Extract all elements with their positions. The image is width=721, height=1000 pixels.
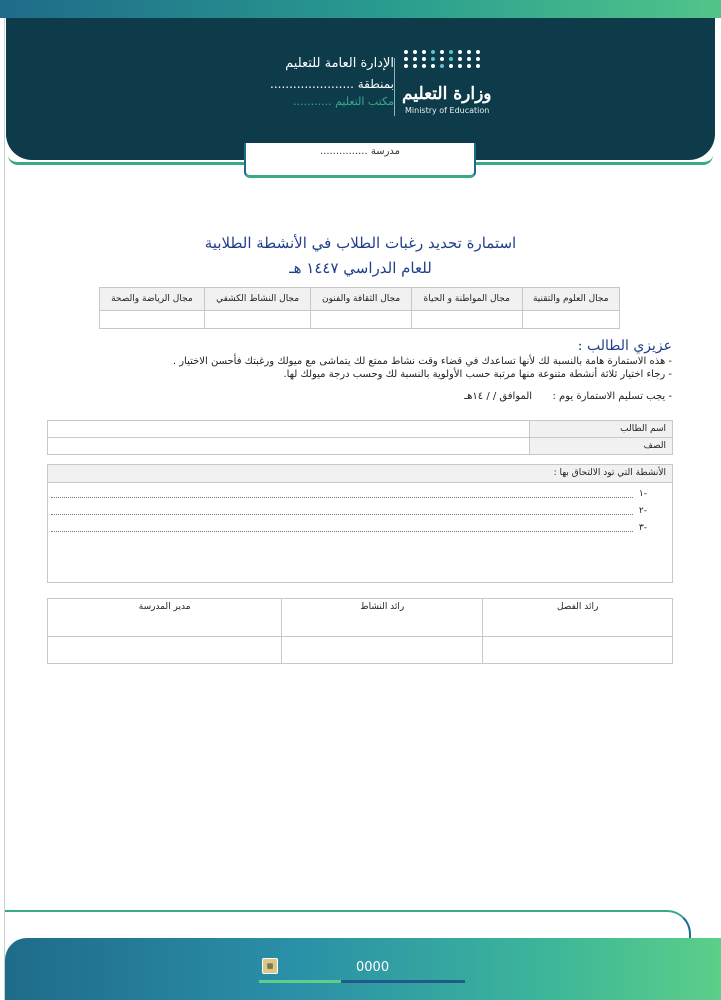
delivery-date[interactable]: الموافق / / ١٤هـ [464,391,533,402]
domain-cell: مجال الثقافة والفنون [311,288,412,311]
delivery-label: - يجب تسليم الاستمارة يوم : [552,391,672,402]
domain-choice-cell[interactable] [204,311,310,329]
domain-cell: مجال المواطنة و الحياة [411,288,522,311]
admin-title: الإدارة العامة للتعليم [285,56,394,71]
activity-line[interactable] [51,506,633,515]
activities-header: الأنشطة التي تود الالتحاق بها : [48,465,672,483]
domain-choice-cell[interactable] [311,311,412,329]
administration-block [270,56,394,108]
signatures-table [47,598,673,664]
domain-cell: مجال الرياضة والصحة [100,288,205,311]
form-year: للعام الدراسي ١٤٤٧ هـ [289,259,432,277]
ministry-name-ar: وزارة التعليم [402,84,492,104]
instruction-line: - هذه الاستمارة هامة بالنسبة لك لأنها تساعدك في قضاء وقت نشاط ممتع لك يتماشى مع ميولك ورغبتك فأحسن الاختيار . [172,356,672,367]
delivery-line [464,391,672,402]
activity-line[interactable] [51,523,633,532]
school-field[interactable]: مدرسة ............... [244,143,476,178]
instructions [72,355,672,381]
page-edge [4,0,5,1000]
footer-logo-icon: ▦ [262,958,278,974]
admin-region: بمنطقة ...................... [270,77,394,91]
activity-number: -٣ [638,523,647,533]
signature-field[interactable] [483,637,673,664]
activity-number: -١ [638,489,647,499]
signature-field[interactable] [282,637,483,664]
domain-choice-cell[interactable] [411,311,522,329]
ministry-dots-icon [404,50,482,68]
signature-label: مدير المدرسة [48,599,282,637]
student-name-field[interactable] [48,421,530,438]
domain-choice-cell[interactable] [100,311,205,329]
domain-cell: مجال النشاط الكشفي [204,288,310,311]
activity-row[interactable] [48,486,672,503]
signature-field[interactable] [48,637,282,664]
domain-choice-cell[interactable] [522,311,619,329]
activities-box [47,464,673,583]
header-divider [394,58,395,116]
student-name-label: اسم الطالب [530,421,673,438]
student-class-label: الصف [530,438,673,455]
admin-office: مكتب التعليم ........... [293,95,394,108]
greeting: عزيزي الطالب : [577,338,672,354]
student-table [47,420,673,455]
student-class-field[interactable] [48,438,530,455]
top-stripe [0,0,721,18]
activity-line[interactable] [51,489,633,498]
signature-label: رائد النشاط [282,599,483,637]
signature-label: رائد الفصل [483,599,673,637]
activity-row[interactable] [48,503,672,520]
footer-progress-bar [259,980,465,983]
activity-row[interactable] [48,520,672,537]
domains-table [99,287,620,329]
instruction-line: - رجاء اختيار ثلاثة أنشطة متنوعة منها مرتبة حسب الأولوية بالنسبة لك وحسب درجة ميولك لها. [283,369,672,380]
domain-cell: مجال العلوم والتقنية [522,288,619,311]
ministry-name-en: Ministry of Education [405,106,490,115]
activity-number: -٢ [638,506,647,516]
footer-progress-fill [259,980,341,983]
ministry-logo [400,50,500,120]
footer-number: 0000 [356,960,390,975]
form-title: استمارة تحديد رغبات الطلاب في الأنشطة الطلابية [204,234,517,252]
